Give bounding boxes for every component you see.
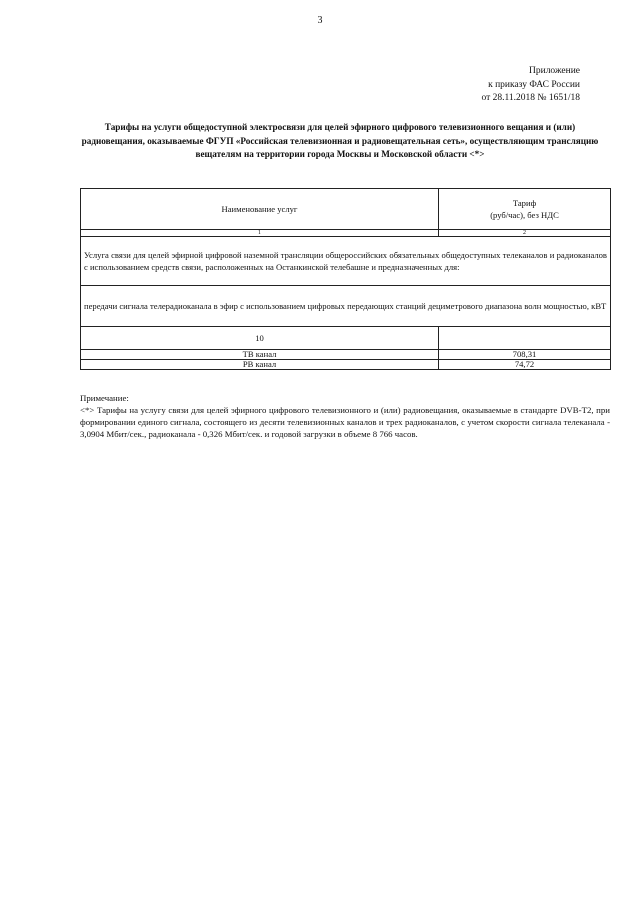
appendix-order-date: от 28.11.2018 № 1651/18: [481, 93, 580, 103]
power-tariff-empty: [439, 327, 611, 350]
table-header-row: [81, 189, 611, 230]
service-description-cell: [81, 237, 611, 286]
note-text: <*> Тарифы на услугу связи для целей эфирного цифрового телевизионного и (или) радиовещания, оказываемые в стандарте DVB-T2, при формировании единого сигнала, состоящего из десяти телевизионных каналов и трех радиоканалов, с учетом скорости сигнала телеканала - 3,0904 Мбит/сек., радиоканала - 0,326 Мбит/сек. и годовой загрузки в объеме 8 766 часов.: [80, 405, 610, 439]
appendix-label: Приложение: [529, 66, 580, 76]
page-number: 3: [317, 15, 323, 26]
channel-price: 708,31: [439, 350, 611, 360]
tariff-table: [80, 188, 611, 370]
appendix-order-ref: к приказу ФАС России: [488, 79, 580, 90]
power-value: 10: [81, 327, 439, 350]
header-tariff: [439, 189, 611, 230]
table-row: [81, 360, 611, 370]
column-number-row: [81, 230, 611, 237]
header-tariff-unit: (руб/час), без НДС: [490, 210, 559, 220]
note-block: [80, 392, 610, 440]
power-row: [81, 327, 611, 350]
channel-price: 74,72: [439, 360, 611, 370]
table-row: [81, 350, 611, 360]
document-title: Тарифы на услуги общедоступной электросвязи для целей эфирного цифрового телевизионного вещания и (или) радиовещания, оказываемые ФГУП «Российская телевизионная и радиовещательная сеть», осуществляющим трансляцию вещателям на территории города Москвы и Московской области <*>: [81, 122, 599, 159]
subservice-description: передачи сигнала телерадиоканала в эфир с использованием цифровых передающих станций дециметрового диапазона волн мощностью, кВТ: [81, 286, 611, 327]
channel-name: ТВ канал: [81, 350, 439, 360]
appendix-block: [420, 65, 580, 106]
header-service-name: Наименование услуг: [81, 189, 439, 230]
column-number-1: 1: [81, 230, 439, 237]
service-row: [81, 237, 611, 286]
service-description: Услуга связи для целей эфирной цифровой наземной трансляции общероссийских обязательных общедоступных телеканалов и радиоканалов с использованием средств связи, расположенных на Останкинской телебашне и предназначенных для:: [84, 250, 607, 272]
subservice-row: [81, 286, 611, 327]
header-tariff-title: Тариф: [512, 198, 537, 208]
column-number-2: 2: [439, 230, 611, 237]
channel-name: РВ канал: [81, 360, 439, 370]
note-heading: Примечание:: [80, 393, 129, 403]
